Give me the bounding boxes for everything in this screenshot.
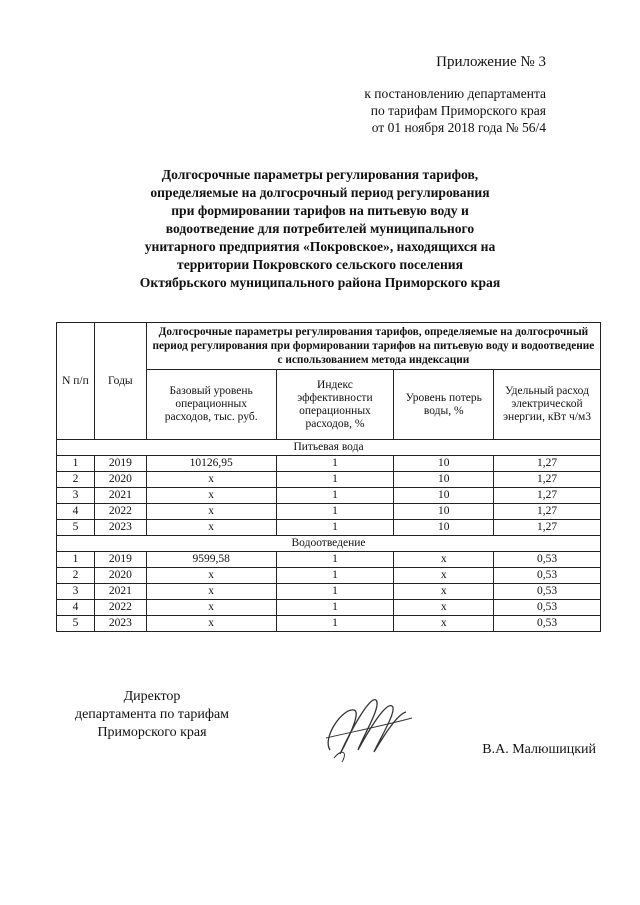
table-cell: х [394, 584, 494, 600]
table-row [57, 552, 601, 568]
table-cell: 2022 [94, 504, 146, 520]
header-num: N п/п [57, 323, 95, 440]
table-row [57, 584, 601, 600]
table-cell: х [146, 520, 276, 536]
table-cell: 3 [57, 584, 95, 600]
table-row [57, 568, 601, 584]
table-cell: х [146, 568, 276, 584]
table-cell: 1,27 [494, 456, 601, 472]
title-line: территории Покровского сельского поселения [177, 257, 463, 272]
table-body [57, 440, 601, 632]
signatory-name: В.А. Малюшицкий [482, 742, 596, 757]
table-cell: 2 [57, 472, 95, 488]
document-title [110, 166, 530, 292]
table-cell: 10126,95 [146, 456, 276, 472]
position-line: Приморского края [97, 725, 207, 740]
position-line: Директор [123, 689, 181, 704]
signature-image [312, 688, 422, 768]
title-line: водоотведение для потребителей муниципального [165, 221, 475, 236]
parameters-table [56, 322, 601, 632]
appendix-block [364, 54, 546, 136]
table-cell: 10 [394, 520, 494, 536]
table-cell: 2022 [94, 600, 146, 616]
table-cell: х [146, 616, 276, 632]
table-cell: 1 [57, 552, 95, 568]
table-cell: 4 [57, 504, 95, 520]
table-row [57, 472, 601, 488]
table-cell: 9599,58 [146, 552, 276, 568]
table-cell: 4 [57, 600, 95, 616]
table-cell: х [394, 600, 494, 616]
table-row [57, 488, 601, 504]
table-row [57, 520, 601, 536]
title-line: при формировании тарифов на питьевую воду и [171, 203, 469, 218]
table-row [57, 456, 601, 472]
table-cell: 10 [394, 472, 494, 488]
table-cell: 10 [394, 504, 494, 520]
table-cell: 1 [276, 504, 394, 520]
header-efficiency-index: Индекс эффективности операционных расходов, % [276, 370, 394, 440]
table-cell: 0,53 [494, 600, 601, 616]
section-title: Водоотведение [57, 536, 601, 552]
table-cell: х [146, 472, 276, 488]
table-cell: х [394, 568, 494, 584]
signatory-position [52, 688, 252, 742]
table-cell: 1 [276, 488, 394, 504]
table-cell: х [394, 616, 494, 632]
position-line: департамента по тарифам [74, 707, 230, 722]
title-line: определяемые на долгосрочный период регулирования [150, 185, 490, 200]
table-cell: 2019 [94, 456, 146, 472]
table-cell: 2020 [94, 568, 146, 584]
table-cell: х [146, 584, 276, 600]
table-cell: 1 [276, 584, 394, 600]
header-year: Годы [94, 323, 146, 440]
table-cell: 2020 [94, 472, 146, 488]
table-cell: 2 [57, 568, 95, 584]
table-cell: 3 [57, 488, 95, 504]
title-line: Долгосрочные параметры регулирования тарифов, [161, 167, 479, 182]
table-row [57, 600, 601, 616]
appendix-number: Приложение № 3 [436, 54, 546, 70]
appendix-line: от 01 ноября 2018 года № 56/4 [371, 120, 546, 135]
table-cell: 1,27 [494, 504, 601, 520]
header-base-cost: Базовый уровень операционных расходов, тыс. руб. [146, 370, 276, 440]
table-cell: 0,53 [494, 552, 601, 568]
table-cell: 5 [57, 520, 95, 536]
table-cell: 2021 [94, 584, 146, 600]
table-cell: х [146, 600, 276, 616]
table-cell: 5 [57, 616, 95, 632]
table-cell: 1 [276, 456, 394, 472]
table-cell: 1 [57, 456, 95, 472]
table-cell: 0,53 [494, 584, 601, 600]
table-cell: 1 [276, 600, 394, 616]
header-energy: Удельный расход электрической энергии, кВт ч/м3 [494, 370, 601, 440]
table-cell: 2019 [94, 552, 146, 568]
table-cell: 2023 [94, 616, 146, 632]
appendix-line: к постановлению департамента [364, 86, 546, 101]
appendix-line: по тарифам Приморского края [370, 103, 546, 118]
table-cell: 0,53 [494, 616, 601, 632]
table-cell: 1 [276, 616, 394, 632]
table-cell: 1,27 [494, 488, 601, 504]
table-cell: 2021 [94, 488, 146, 504]
table-header-row [57, 323, 601, 370]
title-line: Октябрьского муниципального района Приморского края [139, 275, 501, 290]
header-group: Долгосрочные параметры регулирования тарифов, определяемые на долгосрочный период регулирования при формировании тарифов на питьевую воду и водоотведение с использованием метода индексации [146, 323, 600, 370]
table-row [57, 616, 601, 632]
table-cell: х [146, 504, 276, 520]
table-cell: 1 [276, 472, 394, 488]
header-water-loss: Уровень потерь воды, % [394, 370, 494, 440]
title-line: унитарного предприятия «Покровское», находящихся на [144, 239, 496, 254]
table-cell: 1,27 [494, 520, 601, 536]
table-cell: 0,53 [494, 568, 601, 584]
table-cell: 1 [276, 552, 394, 568]
section-title: Питьевая вода [57, 440, 601, 456]
table-cell: 1,27 [494, 472, 601, 488]
section-row [57, 440, 601, 456]
table-cell: 2023 [94, 520, 146, 536]
table-cell: 1 [276, 568, 394, 584]
table-cell: х [394, 552, 494, 568]
table-cell: х [146, 488, 276, 504]
table-cell: 10 [394, 456, 494, 472]
table-row [57, 504, 601, 520]
table-cell: 1 [276, 520, 394, 536]
table-cell: 10 [394, 488, 494, 504]
section-row [57, 536, 601, 552]
